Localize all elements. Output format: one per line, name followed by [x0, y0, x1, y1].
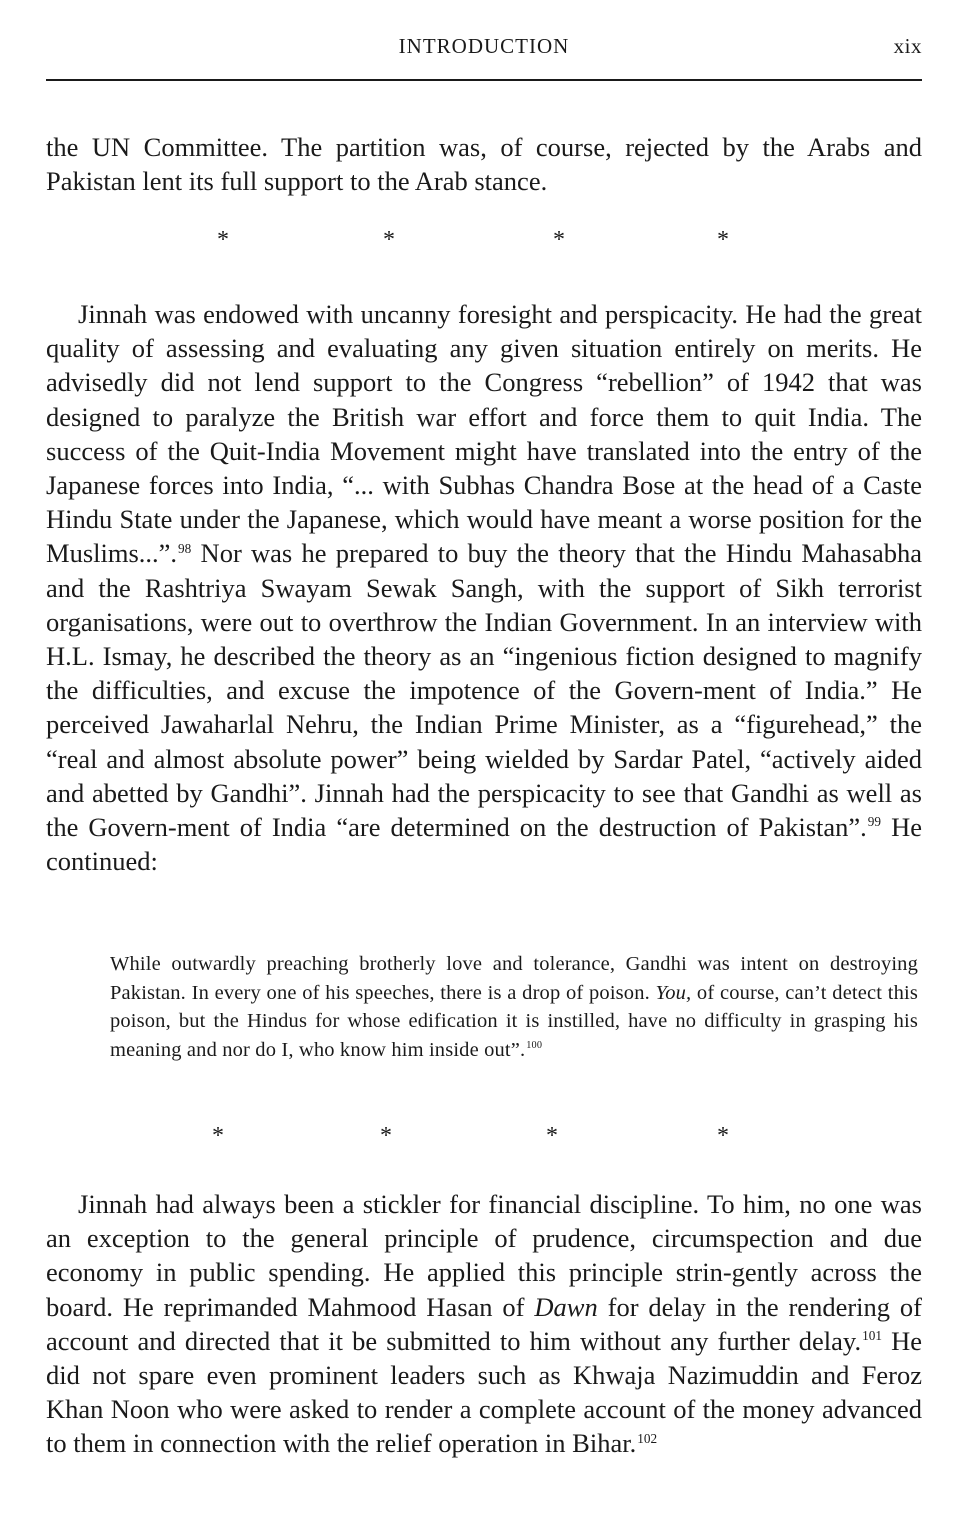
running-title: INTRODUCTION [398, 34, 570, 58]
paragraph-text-part: He continued: [46, 812, 922, 877]
paragraph-text-part: for delay in the rendering of account and directed that it be submitted to him without any further delay. [46, 1291, 922, 1356]
paragraph-text [46, 297, 922, 878]
footnote-ref: 102 [637, 1430, 658, 1446]
section-break-star: * [717, 227, 729, 253]
paragraph-text-part: He did not spare even prominent leaders such as Khwaja Nazimuddin and Feroz Khan Noon who were asked to render a complete account of the money advanced to them in connection with the relief operation in Bihar. [46, 1325, 922, 1459]
footnote-ref: 100 [526, 1039, 543, 1051]
section-break-star: * [546, 1123, 558, 1149]
paragraph-text-part: Jinnah had always been a stickler for financial discipline. To him, no one was an exception to the general principle of prudence, circumspection and due economy in public spending. He applied this principle strin-gently across the board. He reprimanded Mahmood Hasan of [46, 1189, 922, 1322]
footnote-ref: 98 [178, 540, 192, 556]
section-break-star: * [217, 227, 229, 253]
section-break-star: * [717, 1123, 729, 1149]
section-break [0, 1123, 968, 1149]
footnote-ref: 99 [867, 814, 882, 830]
paragraph-text: the UN Committee. The partition was, of course, rejected by the Arabs and Pakistan lent its full support to the Arab stance. [46, 132, 922, 197]
page-number: xix [893, 34, 922, 58]
paragraph-financial-discipline [46, 1187, 922, 1461]
section-break-star: * [380, 1123, 392, 1149]
paragraph-partition [46, 130, 922, 198]
section-break-star: * [383, 227, 395, 253]
paragraph-text-part: Jinnah was endowed with uncanny foresight and perspicacity. He had the great quality of assessing and evaluating any given situation entirely on merits. He advisedly did not lend support to the Congress “rebellion” of 1942 that was designed to paralyze the British war effort and force them to quit India. The success of the Quit-India Movement might have translated into the entry of the Japanese forces into India, “... with Subhas Chandra Bose at the head of a Caste Hindu State under the Japanese, which would have meant a worse position for the Muslims...”. [46, 299, 922, 569]
running-head [46, 30, 922, 64]
paragraph-text [46, 1187, 922, 1461]
quote-text-part: While outwardly preaching brotherly love and tolerance, Gandhi was intent on destroying Pakistan. In every one of his speeches, there is a drop of poison. [110, 953, 918, 1004]
section-break-star: * [212, 1123, 224, 1149]
header-rule [46, 79, 922, 81]
paragraph-italic: Dawn [534, 1291, 598, 1322]
block-quote [110, 950, 918, 1064]
quote-italic: You, [655, 981, 692, 1004]
section-break-star: * [553, 227, 565, 253]
paragraph-foresight [46, 297, 922, 878]
paragraph-text-part: Nor was he prepared to buy the theory that the Hindu Mahasabha and the Rashtriya Swayam Sewak Sangh, with the support of Sikh terrorist organisations, were out to overthrow the Indian Government. In an interview with H.L. Ismay, he described the theory as an “ingenious fiction designed to magnify the difficulties, and excuse the impotence of the Govern-ment of India.” He perceived Jawaharlal Nehru, the Indian Prime Minister, as a “figurehead,” the “real and almost absolute power” being wielded by Sardar Patel, “actively aided and abetted by Gandhi”. Jinnah had the perspicacity to see that Gandhi as well as the Govern-ment of India “are determined on the destruction of Pakistan”. [46, 538, 922, 843]
section-break [0, 227, 968, 253]
footnote-ref: 101 [862, 1327, 882, 1343]
quote-text-part: of course, can’t detect this poison, but the Hindus for whose edification it is instilled, have no difficulty in grasping his meaning and nor do I, who know him inside out”. [110, 981, 918, 1061]
